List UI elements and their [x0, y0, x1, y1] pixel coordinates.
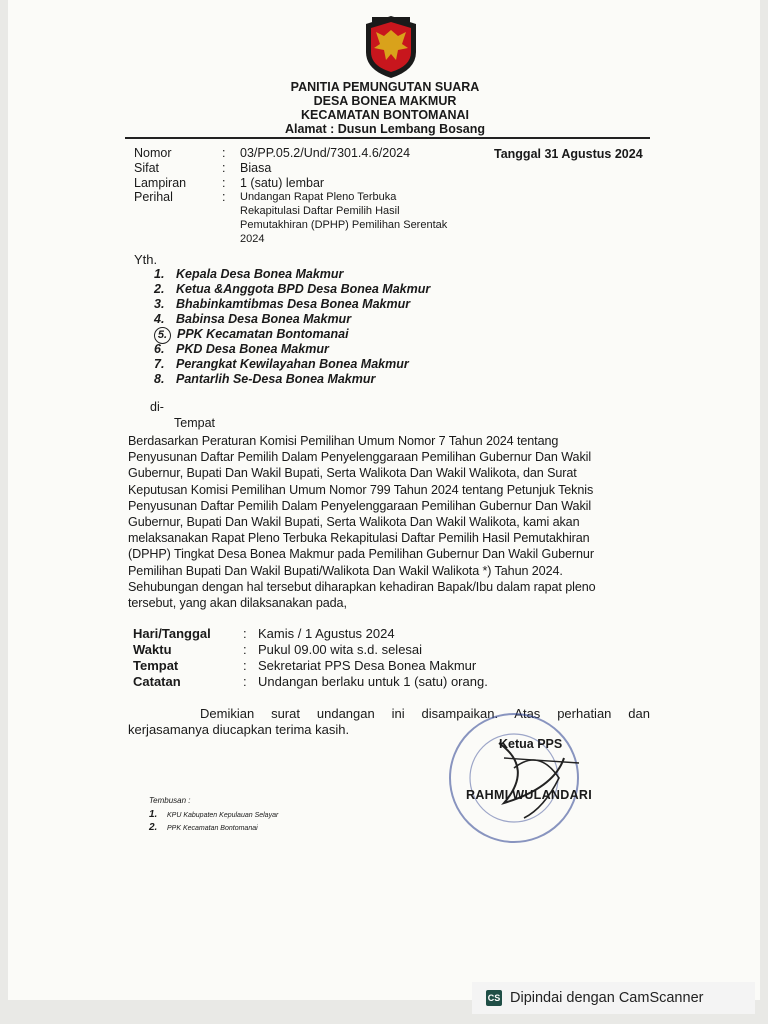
sifat-value: Biasa: [240, 161, 272, 175]
detail-value: Kamis / 1 Agustus 2024: [258, 626, 395, 641]
colon: :: [243, 642, 247, 657]
recipient-item: [154, 357, 409, 372]
perihal-value: [240, 190, 530, 246]
detail-label: Waktu: [133, 642, 172, 657]
recipient-number: 7.: [154, 357, 165, 371]
tembusan-number: 1.: [149, 809, 158, 820]
recipient-item: [154, 312, 351, 327]
recipient-name: PPK Kecamatan Bontomanai: [177, 327, 349, 341]
tembusan-label: Tembusan :: [149, 796, 191, 805]
sifat-label: Sifat: [134, 161, 160, 175]
recipient-name: Kepala Desa Bonea Makmur: [176, 267, 344, 281]
kop-line-3: KECAMATAN BONTOMANAI: [300, 108, 470, 122]
recipient-name: Perangkat Kewilayahan Bonea Makmur: [176, 357, 409, 371]
colon: :: [243, 626, 247, 641]
letter-date: Tanggal 31 Agustus 2024: [494, 147, 643, 161]
body-line: Sehubungan dengan hal tersebut diharapkan kehadiran Bapak/Ibu dalam rapat pleno: [128, 579, 596, 594]
recipient-number: 8.: [154, 372, 165, 386]
colon: :: [243, 658, 247, 673]
colon: :: [222, 190, 226, 204]
detail-value: Sekretariat PPS Desa Bonea Makmur: [258, 658, 477, 673]
body-line: tersebut, yang akan dilaksanakan pada,: [128, 596, 347, 611]
camscanner-text: Dipindai dengan CamScanner: [510, 990, 704, 1006]
nomor-label: Nomor: [134, 146, 172, 160]
camscanner-watermark: [472, 982, 755, 1014]
tembusan-number: 2.: [149, 822, 158, 833]
tembusan-text: KPU Kabupaten Kepulauan Selayar: [167, 812, 279, 819]
detail-label: Hari/Tanggal: [133, 626, 211, 641]
perihal-line: Pemutakhiran (DPHP) Pemilihan Serentak: [240, 219, 448, 231]
detail-value: Pukul 09.00 wita s.d. selesai: [258, 642, 423, 657]
closing-line: kerjasamanya diucapkan terima kasih.: [128, 722, 350, 737]
tembusan-item: [149, 809, 278, 820]
perihal-line: Undangan Rapat Pleno Terbuka: [240, 191, 397, 203]
official-stamp-icon: [444, 708, 584, 848]
perihal-line: 2024: [240, 233, 265, 245]
recipient-item: [154, 267, 343, 282]
recipient-name: Ketua &Anggota BPD Desa Bonea Makmur: [176, 282, 431, 296]
lampiran-value: 1 (satu) lembar: [240, 176, 325, 190]
tembusan-text: PPK Kecamatan Bontomanai: [167, 825, 258, 832]
body-line: Penyusunan Daftar Pemilih Dalam Penyelenggaraan Pemilihan Gubernur Dan Wakil: [128, 498, 592, 513]
kpu-logo-icon: [362, 14, 420, 80]
recipient-name: Babinsa Desa Bonea Makmur: [176, 312, 352, 326]
recipient-name: PKD Desa Bonea Makmur: [176, 342, 329, 356]
circled-number: 5.: [154, 327, 171, 344]
body-line: Gubernur, Bupati Dan Wakil Bupati, Serta Walikota Dan Wakil Walikota, kami akan: [128, 515, 580, 530]
recipient-item: [154, 372, 375, 387]
body-paragraph: [128, 433, 650, 611]
recipient-number: 6.: [154, 342, 165, 356]
recipient-item: [154, 297, 410, 312]
body-line: Penyusunan Daftar Pemilih Dalam Penyelenggaraan Pemilihan Gubernur Dan Wakil: [128, 450, 592, 465]
kop-line-2: DESA BONEA MAKMUR: [313, 94, 457, 108]
body-line: Gubernur, Bupati Dan Wakil Bupati, Serta Walikota Dan Wakil Walikota, dan Surat: [128, 466, 577, 481]
signer-name: RAHMI WULANDARI: [466, 788, 593, 802]
nomor-value: 03/PP.05.2/Und/7301.4.6/2024: [240, 146, 411, 160]
body-line: Keputusan Komisi Pemilihan Umum Nomor 799 Tahun 2024 tentang Petunjuk Teknis: [128, 482, 594, 497]
colon: :: [222, 161, 226, 175]
body-line: (DPHP) Tingkat Desa Bonea Makmur pada Pemilihan Gubernur Dan Wakil Gubernur: [128, 547, 594, 562]
recipient-number: 4.: [154, 312, 165, 326]
lampiran-label: Lampiran: [134, 176, 187, 190]
detail-value: Undangan berlaku untuk 1 (satu) orang.: [258, 674, 488, 689]
recipient-number: 1.: [154, 267, 165, 281]
detail-label: Tempat: [133, 658, 179, 673]
recipient-item: [154, 342, 329, 357]
tembusan-item: [149, 822, 258, 833]
kop-address: Alamat : Dusun Lembang Bosang: [284, 122, 486, 136]
perihal-label: Perihal: [134, 190, 173, 204]
recipient-name: Bhabinkamtibmas Desa Bonea Makmur: [176, 297, 411, 311]
kop-line-1: PANITIA PEMUNGUTAN SUARA: [290, 80, 480, 94]
closing-line: Demikian surat undangan ini disampaikan. Atas perhatian dan: [200, 706, 650, 721]
recipient-number: 2.: [154, 282, 165, 296]
colon: :: [243, 674, 247, 689]
body-line: melaksanakan Rapat Pleno Terbuka Rekapitulasi Daftar Pemilih Hasil Pemutakhiran: [128, 531, 590, 546]
header-divider: [125, 137, 650, 139]
signature-title: Ketua PPS: [499, 737, 563, 751]
recipient-item: [154, 282, 430, 297]
di-label: di-: [150, 400, 164, 414]
body-line: Pemilihan Bupati Dan Wakil Bupati/Walikota Dan Wakil Walikota *) Tahun 2024.: [128, 563, 563, 578]
recipient-number: 3.: [154, 297, 165, 311]
salutation: Yth.: [134, 252, 158, 267]
camscanner-logo-icon: CS: [486, 990, 502, 1006]
colon: :: [222, 146, 226, 160]
recipient-name: Pantarlih Se-Desa Bonea Makmur: [176, 372, 376, 386]
colon: :: [222, 176, 226, 190]
perihal-line: Rekapitulasi Daftar Pemilih Hasil: [240, 205, 400, 217]
body-line: Berdasarkan Peraturan Komisi Pemilihan Umum Nomor 7 Tahun 2024 tentang: [128, 434, 559, 448]
tempat-label: Tempat: [174, 416, 215, 430]
detail-label: Catatan: [133, 674, 181, 689]
